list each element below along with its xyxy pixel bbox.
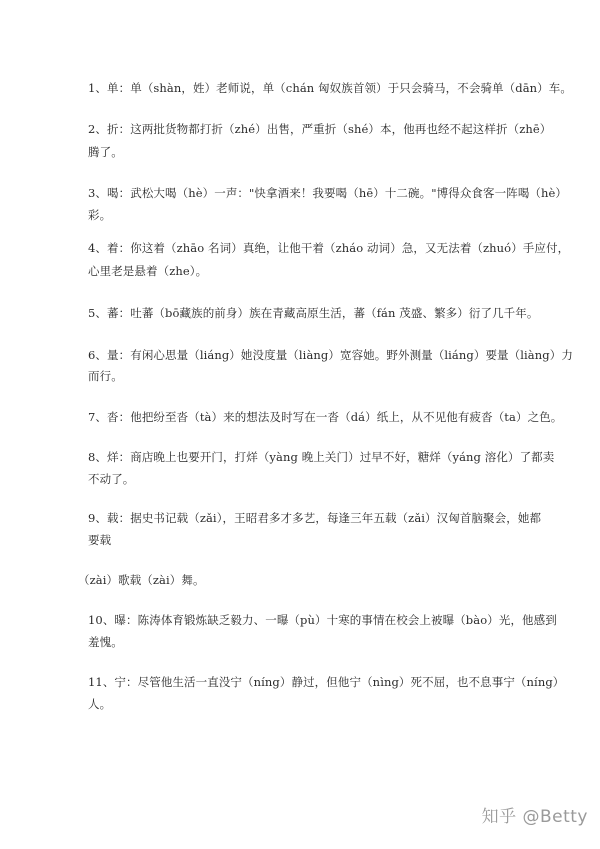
item-7-line-1: 7、沓：他把纷至沓（tà）来的想法及时写在一沓（dá）纸上，从不见他有疲沓（ta）之色。 [88,410,563,424]
item-3-line-1: 3、喝：武松大喝（hè）一声："快拿酒来！我要喝（hē）十二碗。"博得众食客一阵喝（hè） [88,186,568,200]
item-9-continuation: （zài）歌载（zài）舞。 [78,573,205,587]
item-11-line-2: 人。 [88,697,112,711]
item-9-line-2: 要载 [88,533,112,547]
zhihu-watermark: 知乎 @Betty [481,807,588,827]
item-2-line-2: 腾了。 [88,145,123,159]
item-10-line-1: 10、曝：陈涛体育锻炼缺乏毅力、一曝（pù）十寒的事情在校会上被曝（bào）光，他感到 [88,613,557,627]
item-8-line-2: 不动了。 [88,472,135,486]
item-3-line-2: 彩。 [88,208,112,222]
item-6-line-1: 6、量：有闲心思量（liáng）她没度量（liàng）宽容她。野外测量（liáng）要量（liàng）力 [88,348,573,362]
item-9-line-1: 9、载：据史书记载（zǎi），王昭君多才多艺，每逢三年五载（zǎi）汉匈首脑聚会，她都 [88,511,542,525]
item-1-line-1: 1、单：单（shàn，姓）老师说，单（chán 匈奴族首领）于只会骑马，不会骑单（dān）车。 [88,81,572,95]
item-4-line-1: 4、着：你这着（zhāo 名词）真绝，让他干着（zháo 动词）急，又无法着（zhuó）手应付， [88,241,570,255]
item-4-line-2: 心里老是悬着（zhe）。 [88,264,208,278]
item-11-line-1: 11、宁：尽管他生活一直没宁（níng）静过，但他宁（nìng）死不屈，也不息事宁（níng） [88,675,565,689]
item-6-line-2: 而行。 [88,369,123,383]
item-8-line-1: 8、烊：商店晚上也要开门，打烊（yàng 晚上关门）过早不好，糖烊（yáng 溶化）了都卖 [88,450,555,464]
item-5-line-1: 5、蕃：吐蕃（bō藏族的前身）族在青藏高原生活，蕃（fán 茂盛、繁多）衍了几千年。 [88,306,539,320]
item-2-line-1: 2、折：这两批货物都打折（zhé）出售，严重折（shé）本，他再也经不起这样折（zhē） [88,122,552,136]
item-10-line-2: 羞愧。 [88,635,123,649]
